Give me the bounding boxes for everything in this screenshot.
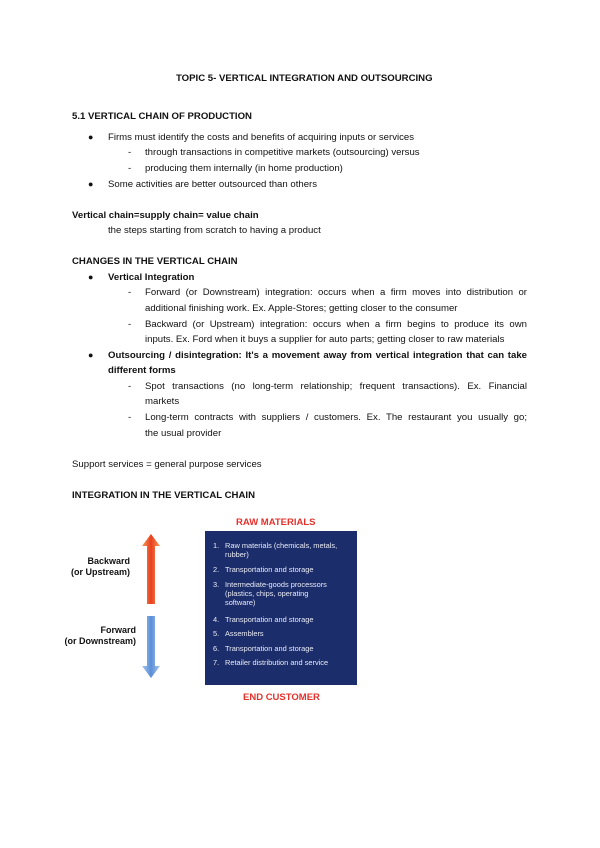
bullet-dot: ●: [88, 350, 94, 360]
support-services-text: Support services = general purpose services: [72, 459, 262, 470]
chain-step: 1. Raw materials (chemicals, metals, rubber): [213, 541, 338, 559]
long-term-contracts-text: Long-term contracts with suppliers / customers. Ex. The restaurant you usually go;: [145, 412, 527, 423]
outsourcing-text-cont: different forms: [108, 365, 176, 376]
chain-step: 5. Assemblers: [213, 629, 264, 638]
sub-bullet-text: producing them internally (in home production): [145, 163, 343, 174]
up-arrow-icon: [142, 534, 160, 604]
spot-transactions-text: Spot transactions (no long-term relationship; frequent transactions). Ex. Financial: [145, 381, 527, 392]
dash-marker: -: [128, 163, 132, 174]
chain-step: 6. Transportation and storage: [213, 644, 314, 653]
dash-marker: -: [128, 381, 132, 392]
outsourcing-text: Outsourcing / disintegration: It's a movement away from vertical integration that can take: [108, 350, 527, 361]
direction-arrows: [138, 530, 164, 682]
bullet-text: Some activities are better outsourced than others: [108, 179, 318, 190]
bullet-text: Firms must identify the costs and benefits of acquiring inputs or services: [108, 132, 415, 143]
vertical-integration-label: Vertical Integration: [108, 272, 195, 283]
chain-step: 4. Transportation and storage: [213, 615, 314, 624]
dash-marker: -: [128, 319, 132, 330]
spot-transactions-text-cont: markets: [145, 396, 180, 407]
forward-integration-text: Forward (or Downstream) integration: occurs when a firm moves into distribution or: [145, 287, 527, 298]
forward-label: Forward (or Downstream): [64, 625, 136, 646]
down-arrow-icon: [142, 616, 160, 678]
chain-steps-box: [205, 531, 357, 685]
chain-step: 7. Retailer distribution and service: [213, 658, 329, 667]
dash-marker: -: [128, 147, 132, 158]
backward-integration-text: Backward (or Upstream) integration: occurs when a firm begins to produce its own: [145, 319, 527, 330]
changes-heading: CHANGES IN THE VERTICAL CHAIN: [72, 256, 238, 267]
sub-bullet-text: through transactions in competitive markets (outsourcing) versus: [145, 147, 420, 158]
page-title: TOPIC 5- VERTICAL INTEGRATION AND OUTSOURCING: [176, 73, 433, 84]
bullet-dot: ●: [88, 132, 94, 142]
chain-step: 3. Intermediate-goods processors (plastics, chips, operating software): [213, 580, 327, 607]
backward-label: Backward (or Upstream): [70, 556, 130, 577]
raw-materials-label: RAW MATERIALS: [236, 517, 316, 528]
vertical-chain-definition: Vertical chain=supply chain= value chain: [72, 210, 259, 221]
dash-marker: -: [128, 412, 132, 423]
section-heading-5-1: 5.1 VERTICAL CHAIN OF PRODUCTION: [72, 111, 252, 122]
bullet-dot: ●: [88, 179, 94, 189]
dash-marker: -: [128, 287, 132, 298]
end-customer-label: END CUSTOMER: [243, 692, 320, 703]
vertical-chain-description: the steps starting from scratch to having a product: [108, 225, 321, 236]
chain-step: 2. Transportation and storage: [213, 565, 314, 574]
forward-integration-text-cont: additional finishing work. Ex. Apple-Stores; getting closer to the consumer: [145, 303, 458, 314]
backward-integration-text-cont: inputs. Ex. Ford when it buys a supplier for auto parts; getting closer to raw materials: [145, 334, 505, 345]
long-term-contracts-text-cont: the usual provider: [145, 428, 222, 439]
integration-heading: INTEGRATION IN THE VERTICAL CHAIN: [72, 490, 255, 501]
bullet-dot: ●: [88, 272, 94, 282]
